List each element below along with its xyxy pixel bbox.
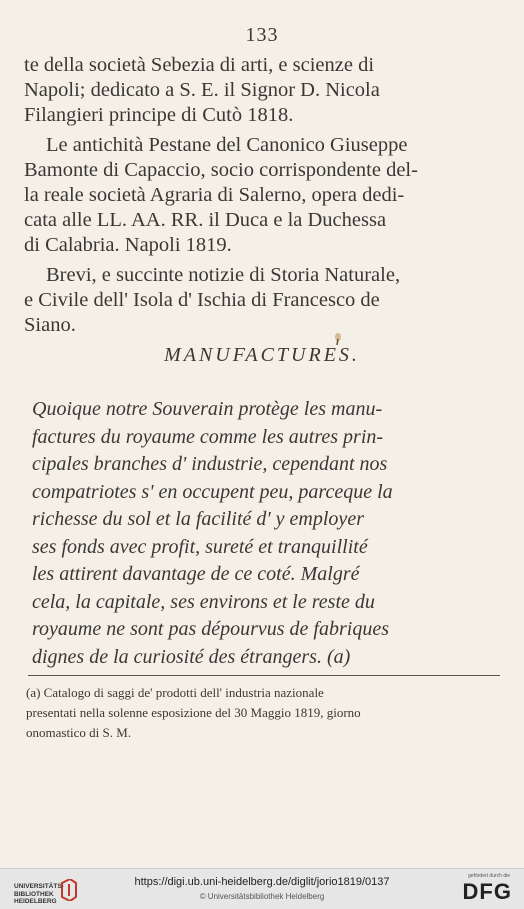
text-line: Bamonte di Capaccio, socio corrispondente del- [24, 159, 418, 181]
bibliography-entry-3 [24, 263, 500, 338]
dfg-note: gefördert durch die [468, 873, 510, 879]
viewer-footer [0, 868, 524, 909]
dfg-logo[interactable]: DFG [462, 879, 512, 904]
text-line: Filangieri principe di Cutò 1818. [24, 104, 294, 126]
text-line: les attirent davantage de ce coté. Malgré [32, 563, 360, 585]
citation-link[interactable]: https://digi.ub.uni-heidelberg.de/diglit/jorio1819/0137 [134, 876, 390, 888]
text-line: Le antichità Pestane del Canonico Giuseppe [46, 134, 408, 156]
page-number: 133 [245, 24, 279, 46]
copyright-text: © Universitätsbibliothek Heidelberg [199, 892, 325, 901]
body-paragraph [32, 396, 492, 671]
footnote-line: (a) Catalogo di saggi de' prodotti dell' industria nazionale [26, 685, 324, 700]
text-line: te della società Sebezia di arti, e scienze di [24, 54, 375, 76]
footnote-line: onomastico di S. M. [26, 725, 132, 740]
text-line: dignes de la curiosité des étrangers. (a) [32, 645, 351, 668]
text-line: compatriotes s' en occupent peu, parceque la [32, 480, 393, 503]
text-line: Siano. [24, 314, 76, 336]
library-name: UNIVERSITÄTS- BIBLIOTHEK HEIDELBERG [14, 883, 64, 905]
text-line: Brevi, e succinte notizie di Storia Naturale, [46, 264, 401, 286]
text-line: e Civile dell' Isola d' Ischia di Francesco de [24, 289, 380, 311]
text-line: royaume ne sont pas dépourvus de fabriques [32, 618, 389, 640]
text-line: ses fonds avec profit, sureté et tranquillité [32, 535, 368, 558]
text-line: la reale società Agraria di Salerno, opera dedi- [24, 184, 405, 206]
text-line: Quoique notre Souverain protège les manu- [32, 398, 383, 420]
text-line: di Calabria. Napoli 1819. [24, 234, 232, 256]
section-heading: MANUFACTURES. [164, 344, 360, 366]
footnote-divider [28, 675, 500, 676]
text-line: cela, la capitale, ses environs et le reste du [32, 590, 375, 613]
text-line: cata alle LL. AA. RR. il Duca e la Duchessa [24, 209, 387, 231]
bibliography-entry-2 [24, 133, 500, 258]
text-line: richesse du sol et la facilité d' y employer [32, 508, 364, 530]
bibliography-entry-1 [24, 53, 500, 128]
text-line: factures du royaume comme les autres prin- [32, 425, 384, 448]
text-line: cipales branches d' industrie, cependant nos [32, 453, 388, 475]
text-line: Napoli; dedicato a S. E. il Signor D. Nicola [24, 79, 380, 101]
footnote [26, 683, 500, 743]
footnote-line: presentati nella solenne esposizione del 30 Maggio 1819, giorno [26, 705, 361, 720]
